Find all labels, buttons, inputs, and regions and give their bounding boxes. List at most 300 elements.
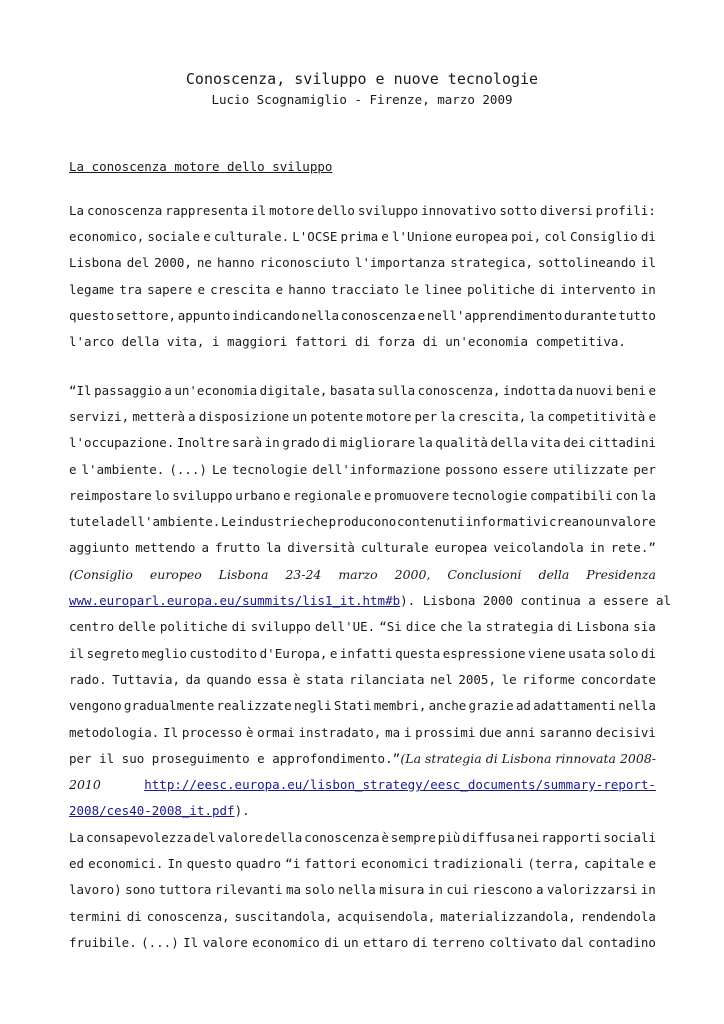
word: sia <box>633 619 656 635</box>
word: della <box>264 829 303 845</box>
word: strategica, <box>450 255 534 271</box>
word: mettendo <box>135 540 196 556</box>
word: prima <box>340 228 379 244</box>
word: rappresenta <box>165 202 249 218</box>
word: sono <box>125 882 156 898</box>
eesc-link[interactable]: http://eesc.europa.eu/lisbon_strategy/eesc_documents/summary-report- <box>144 777 656 793</box>
word: ma <box>385 724 401 740</box>
text-line <box>69 430 656 456</box>
line-text <box>69 514 656 529</box>
word: concordate <box>580 671 656 687</box>
word: competitività <box>547 408 646 424</box>
text-line <box>69 328 656 354</box>
word: terreno <box>432 934 485 950</box>
word: “Si <box>379 619 402 635</box>
word: realizzate <box>216 698 292 714</box>
citation-text <box>69 567 656 582</box>
word: dal <box>561 934 584 950</box>
word: instradato, <box>298 724 382 740</box>
word: e <box>417 307 426 323</box>
text-line <box>69 798 656 824</box>
word: tutto <box>618 307 656 323</box>
word: indotta <box>502 382 556 398</box>
word: 2005, <box>458 671 496 687</box>
text-line <box>69 640 656 666</box>
word: culturale. <box>213 228 290 244</box>
word: delle <box>118 619 156 635</box>
word: dei <box>563 435 586 451</box>
word: tradizionali <box>432 855 524 871</box>
word: Le <box>220 514 237 530</box>
line-text <box>69 698 656 713</box>
word: lavoro) <box>69 882 122 898</box>
word: valore <box>610 514 656 530</box>
paragraph-2 <box>69 377 672 956</box>
text-line <box>69 456 656 482</box>
word: per <box>633 461 656 477</box>
word: Il <box>183 934 199 950</box>
word: ormai <box>257 724 295 740</box>
line-text <box>69 488 656 503</box>
word: è <box>381 829 389 845</box>
word: Lisbona <box>576 619 630 635</box>
text-line <box>69 745 656 771</box>
word: segreto <box>86 645 140 661</box>
text-line <box>69 771 656 797</box>
word: di <box>540 281 556 297</box>
paragraph-1 <box>69 197 656 355</box>
line-text <box>69 203 656 218</box>
line-text <box>69 909 656 924</box>
word: membri, <box>373 698 427 714</box>
word: misura <box>379 882 425 898</box>
word: grado <box>282 435 320 451</box>
word: contadino <box>588 934 656 950</box>
word: in <box>589 540 605 556</box>
word: contenuti <box>397 514 465 530</box>
word: saranno <box>539 724 592 740</box>
word: e <box>329 645 338 661</box>
word: Lisbona <box>218 566 269 582</box>
word: diffusa <box>462 829 515 845</box>
word: beni <box>615 382 646 398</box>
word: tutela <box>69 514 115 530</box>
word: rado. <box>69 671 107 687</box>
text-line <box>69 223 656 249</box>
text-line <box>69 929 656 955</box>
word: hanno <box>216 255 255 271</box>
word: la <box>466 619 482 635</box>
word: servizi, <box>69 408 130 424</box>
word: questo <box>186 855 232 871</box>
word: acquisendola, <box>337 908 436 924</box>
word: il <box>251 202 267 218</box>
word: diversi <box>539 202 593 218</box>
word: (...) <box>141 934 179 950</box>
word: sociali <box>603 829 656 845</box>
word: processo <box>181 724 243 740</box>
word: ad <box>515 698 531 714</box>
word: e <box>363 487 372 503</box>
word: crescita <box>210 281 271 297</box>
word: il <box>69 645 85 661</box>
word: capitale <box>584 855 645 871</box>
word: digitale, <box>259 382 328 398</box>
word: conoscenza, <box>417 382 501 398</box>
word: hanno <box>288 281 326 297</box>
word: gradualmente <box>123 698 215 714</box>
word: lo <box>154 487 170 503</box>
line-text <box>69 462 656 477</box>
word: un <box>292 408 308 424</box>
word: prossimi <box>415 724 476 740</box>
word: urbano <box>235 487 281 503</box>
word: Lisbona <box>69 255 122 271</box>
word: di <box>412 934 428 950</box>
word: due <box>479 724 502 740</box>
word: grazie <box>468 698 514 714</box>
word: essere <box>502 461 549 477</box>
text-line <box>69 535 656 561</box>
line-text <box>69 540 656 555</box>
word: ma <box>286 882 302 898</box>
word: sottolineando <box>538 255 636 271</box>
word: quadro <box>235 855 282 871</box>
word: anni <box>505 724 536 740</box>
text-line <box>69 482 656 508</box>
word: fruibile. <box>69 934 137 950</box>
word: quando <box>206 671 252 687</box>
word: nella <box>618 698 656 714</box>
word: conoscenza <box>340 307 416 323</box>
word: indicando <box>232 307 300 323</box>
word: cittadini <box>588 435 656 451</box>
text-line <box>69 276 656 302</box>
word: in <box>427 882 443 898</box>
word: viene <box>528 645 566 661</box>
text-line <box>69 719 656 745</box>
word: potente <box>310 408 364 424</box>
word: (Consiglio <box>69 566 133 582</box>
word: del <box>193 829 216 845</box>
word: 2000, <box>394 566 431 582</box>
word: di <box>640 645 656 661</box>
word: strategia <box>485 619 554 635</box>
word: di <box>322 435 338 451</box>
text-line <box>69 614 656 640</box>
word: questa <box>395 645 441 661</box>
word: “Il <box>69 382 92 398</box>
europarl-link[interactable]: www.europarl.europa.eu/summits/lis1_it.htm#b <box>69 593 401 609</box>
word: l'importanza <box>354 255 446 271</box>
line-text <box>69 308 656 323</box>
word: e <box>203 228 211 244</box>
line-text <box>69 255 656 270</box>
word: dice <box>405 619 436 635</box>
word: nell'apprendimento <box>426 307 563 323</box>
word: che <box>439 619 463 635</box>
word: sarà <box>232 435 263 451</box>
text-line <box>69 197 656 223</box>
text-line <box>69 587 672 613</box>
word: linee <box>424 281 462 297</box>
word: dello <box>317 202 355 218</box>
word: promuovere <box>374 487 450 503</box>
word: l'occupazione. <box>69 435 175 451</box>
word: 23-24 <box>285 566 322 582</box>
word: la <box>640 487 656 503</box>
word: dell'informazione <box>312 461 441 477</box>
word: la <box>266 540 282 556</box>
word: economico <box>252 934 320 950</box>
word: le <box>404 281 420 297</box>
word: riforme <box>522 671 575 687</box>
word: adattamenti <box>533 698 616 714</box>
word: metterà <box>132 408 186 424</box>
after-link-text: ). Lisbona 2000 continua a essere al <box>400 593 672 609</box>
word: l'Unione <box>391 228 453 244</box>
text-line <box>69 377 656 403</box>
line-text: per il suo proseguimento e approfondimento.” <box>69 750 401 766</box>
word: fattori <box>304 855 358 871</box>
word: ettaro <box>363 934 409 950</box>
word: nei <box>516 829 540 845</box>
word: e <box>648 382 656 398</box>
line-text <box>69 435 656 450</box>
word: con <box>615 487 639 503</box>
word: e <box>648 408 656 424</box>
word: per <box>414 408 438 424</box>
word: durante <box>563 307 617 323</box>
word: materializzandola, <box>440 908 576 924</box>
word: e <box>648 855 656 871</box>
word: economici <box>361 855 429 871</box>
word: che <box>305 514 328 530</box>
word: Presidenza <box>586 566 656 582</box>
word: espressione <box>442 645 526 661</box>
word: europea <box>434 540 488 556</box>
after-link-text: ). <box>234 803 250 819</box>
word: da <box>185 671 201 687</box>
word: tuttora <box>158 882 212 898</box>
word: sapere <box>147 281 193 297</box>
word: valore <box>202 934 248 950</box>
word: innovativo <box>421 202 497 218</box>
word: frutto <box>214 540 261 556</box>
word: tra <box>119 281 142 297</box>
word: cui <box>446 882 469 898</box>
word: il <box>640 255 656 271</box>
word: e <box>69 461 77 477</box>
word: nella <box>338 882 376 898</box>
word: della <box>490 435 529 451</box>
word: politiche <box>467 281 535 297</box>
word: e <box>197 281 205 297</box>
word: poi, <box>511 228 542 244</box>
line-text <box>69 830 656 845</box>
text-line <box>69 903 656 929</box>
word: passaggio <box>94 382 162 398</box>
word: ne <box>196 255 212 271</box>
word: anche <box>428 698 467 714</box>
word: più <box>437 829 461 845</box>
link-line <box>69 803 257 818</box>
word: vengono <box>69 698 122 714</box>
word: Le <box>211 461 228 477</box>
word: europeo <box>149 566 202 582</box>
word: a <box>188 408 196 424</box>
word: motore <box>269 202 315 218</box>
word: Consiglio <box>570 228 638 244</box>
text-line <box>69 666 656 692</box>
word: industrie <box>236 514 305 530</box>
word: Stati <box>333 698 372 714</box>
word: basata <box>329 382 376 398</box>
line-text <box>69 383 656 398</box>
word: intervento <box>560 281 636 297</box>
word: rilevanti <box>214 882 283 898</box>
word: in <box>640 281 656 297</box>
word: La <box>69 202 85 218</box>
word: europea <box>455 228 508 244</box>
section-heading: La conoscenza motore dello sviluppo <box>69 159 333 174</box>
word: riescono <box>472 882 533 898</box>
word: sviluppo <box>357 202 419 218</box>
word: questo <box>69 307 115 323</box>
word: possono <box>445 461 498 477</box>
word: informativi <box>465 514 549 530</box>
word: regionale <box>293 487 362 503</box>
word: migliorare <box>339 435 416 451</box>
document-subtitle: Lucio Scognamiglio - Firenze, marzo 2009 <box>211 92 513 107</box>
word: usata <box>568 645 606 661</box>
word: metodologia. <box>69 724 160 740</box>
line-text <box>69 882 656 897</box>
word: economico, <box>69 228 145 244</box>
word: nella <box>301 307 340 323</box>
line-text <box>69 282 656 297</box>
word: da <box>558 382 574 398</box>
word: veicolandola <box>493 540 584 556</box>
word: sempre <box>390 829 436 845</box>
word: aggiunto <box>69 540 130 556</box>
word: un'economia <box>174 382 258 398</box>
link-line <box>69 593 671 608</box>
word: e <box>381 228 389 244</box>
word: sviluppo <box>172 487 233 503</box>
word: è <box>292 671 301 687</box>
document-title: Conoscenza, sviluppo e nuove tecnologie <box>185 70 539 88</box>
word: Il <box>163 724 179 740</box>
text-line <box>69 508 656 534</box>
word: sulla <box>377 382 416 398</box>
word: Conclusioni <box>447 566 522 582</box>
word: termini <box>69 908 122 924</box>
word: decisivi <box>595 724 656 740</box>
word: utilizzate <box>553 461 629 477</box>
line-text <box>69 725 656 740</box>
text-line <box>69 850 656 876</box>
word: “i <box>285 855 301 871</box>
word: infatti <box>339 645 393 661</box>
word: la <box>529 408 545 424</box>
word: è <box>245 724 254 740</box>
word: dell'UE. <box>314 619 376 635</box>
citation-year: 2010 <box>69 777 101 793</box>
word: 2000, <box>154 255 192 271</box>
word: la <box>440 408 456 424</box>
word: riconosciuto <box>259 255 350 271</box>
word: legame <box>69 281 115 297</box>
word: di <box>231 619 247 635</box>
word: economici. <box>88 855 164 871</box>
word: di <box>557 619 573 635</box>
word: politiche <box>159 619 228 635</box>
word: Tuttavia, <box>112 671 180 687</box>
word: tecnologie <box>452 487 528 503</box>
word: settore, <box>115 307 177 323</box>
word: centro <box>69 619 115 635</box>
word: le <box>501 671 517 687</box>
word: Inoltre <box>176 435 230 451</box>
word: rilanciata <box>349 671 425 687</box>
word: la <box>417 435 433 451</box>
word: La <box>69 829 85 845</box>
line-text <box>69 619 656 634</box>
eesc-link-continued[interactable]: 2008/ces40-2008_it.pdf <box>69 803 235 819</box>
word: vita <box>530 435 561 451</box>
word: del <box>126 255 150 271</box>
text-line <box>69 302 656 328</box>
word: conoscenza, <box>146 908 230 924</box>
word: valorizzarsi <box>547 882 638 898</box>
word: conoscenza <box>87 202 163 218</box>
word: valore <box>217 829 263 845</box>
word: rapporti <box>541 829 602 845</box>
word: culturale <box>360 540 429 556</box>
word: marzo <box>338 566 378 582</box>
word: di <box>126 908 142 924</box>
word: appunto <box>177 307 231 323</box>
word: tracciato <box>331 281 399 297</box>
word: rete.” <box>610 540 656 556</box>
word: e <box>283 487 291 503</box>
word: suscitandola, <box>234 908 333 924</box>
word: nuovi <box>575 382 614 398</box>
word: e <box>275 281 284 297</box>
word: coltivato <box>489 934 557 950</box>
text-line <box>69 877 656 903</box>
word: (terra, <box>527 855 581 871</box>
word: consapevolezza <box>85 829 192 845</box>
line-text <box>69 229 656 244</box>
word: di <box>640 228 656 244</box>
word: (...) <box>169 461 207 477</box>
word: stata <box>305 671 344 687</box>
line-text: l'arco della vita, i maggiori fattori di forza di un'economia competitiva. <box>69 334 626 350</box>
word: solo <box>608 645 639 661</box>
word: dell'ambiente. <box>114 514 221 530</box>
word: rendendola <box>580 908 656 924</box>
text-line <box>69 403 656 429</box>
word: in <box>640 882 656 898</box>
word: compatibili <box>530 487 613 503</box>
word: a <box>201 540 209 556</box>
word: i <box>403 724 412 740</box>
word: motore <box>366 408 412 424</box>
line-text <box>69 935 656 950</box>
word: creano <box>549 514 595 530</box>
